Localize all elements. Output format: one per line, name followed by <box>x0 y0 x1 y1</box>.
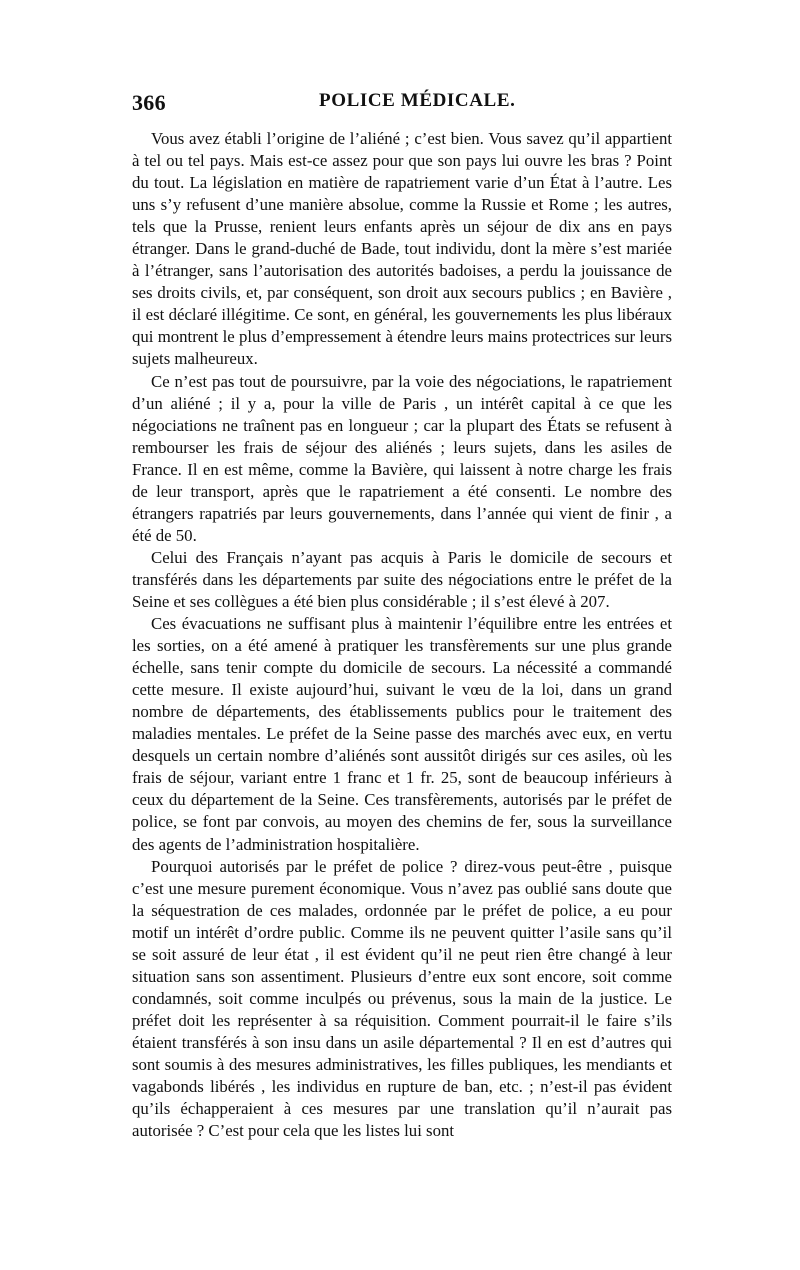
page-header <box>132 90 672 118</box>
paragraph-evacuations: Ces évacuations ne suffisant plus à maintenir l’équilibre entre les entrées et les sorties, on a été amené à pratiquer les transfèrements sur une plus grande échelle, sans tenir compte du domicile de secours. La nécessité a commandé cette mesure. Il existe aujourd’hui, suivant le vœu de la loi, dans un grand nombre de départements, des établissements publics pour le traitement des maladies mentales. Le préfet de la Seine passe des marchés avec eux, en vertu desquels un certain nombre d’aliénés sont aussitôt dirigés sur ces asiles, où les frais de séjour, variant entre 1 franc et 1 fr. 25, sont de beaucoup inférieurs à ceux du département de la Seine. Ces transfèrements, autorisés par le préfet de police, se font par convois, au moyen des chemins de fer, sous la surveillance des agents de l’administration hospitalière. <box>132 614 672 854</box>
running-title: POLICE MÉDICALE. <box>319 90 516 111</box>
paragraph-french-transfers: Celui des Français n’ayant pas acquis à Paris le domicile de secours et transférés dans les départements par suite des négociations entre le préfet de la Seine et ses collègues a été bien plus considérable ; il s’est élevé à 207. <box>132 547 672 611</box>
body-text <box>132 128 672 1142</box>
paragraph-police-authorization: Pourquoi autorisés par le préfet de police ? direz-vous peut-être , puisque c’est une mesure purement économique. Vous n’avez pas oublié sans doute que la séquestration de ces malades, ordonnée par le préfet de police, a eu pour motif un intérêt d’ordre public. Comme ils ne peuvent quitter l’asile sans qu’il se soit assuré de leur état , il est évident qu’il ne peut rien être changé à leur situation sans son assentiment. Plusieurs d’entre eux sont encore, soit comme condamnés, soit comme inculpés ou prévenus, sous la main de la justice. Le préfet doit les représenter à sa réquisition. Comment pourrait-il le faire s’ils étaient transférés à son insu dans un asile départemental ? Il en est d’autres qui sont soumis à des mesures administratives, les filles publiques, les mendiants et vagabonds libérés , les individus en rupture de ban, etc. ; n’est-il pas évident qu’ils échapperaient à ces mesures par une translation qu’il n’aurait pas autorisée ? C’est pour cela que les listes lui sont <box>132 856 672 1141</box>
page-number: 366 <box>132 90 166 115</box>
paragraph-negotiations: Ce n’est pas tout de poursuivre, par la voie des négociations, le rapatriement d’un aliéné ; il y a, pour la ville de Paris , un intérêt capital à ce que les négociations ne traînent pas en longueur ; car la plupart des États se refusent à rembourser les frais de séjour des aliénés ; leurs sujets, dans les asiles de France. Il en est même, comme la Bavière, qui laissent à notre charge les frais de leur transport, après que le rapatriement a été consenti. Le nombre des étrangers rapatriés par leurs gouvernements, dans l’année qui vient de finir , a été de 50. <box>132 371 672 545</box>
paragraph-origin-and-repatriation: Vous avez établi l’origine de l’aliéné ; c’est bien. Vous savez qu’il appartient à tel ou tel pays. Mais est-ce assez pour que son pays lui ouvre les bras ? Point du tout. La législation en matière de rapatriement varie d’un État à l’autre. Les uns s’y refusent d’une manière absolue, comme la Russie et Rome ; les autres, tels que la Prusse, renient leurs enfants après un séjour de dix ans en pays étranger. Dans le grand-duché de Bade, tout individu, dont la mère s’est mariée à l’étranger, sans l’autorisation des autorités badoises, a perdu la jouissance de ses droits civils, et, par conséquent, son droit aux secours publics ; en Bavière , il est déclaré illégitime. Ce sont, en général, les gouvernements les plus libéraux qui montrent le plus d’empressement à étendre leurs mains protectrices sur leurs sujets malheureux. <box>132 129 672 369</box>
